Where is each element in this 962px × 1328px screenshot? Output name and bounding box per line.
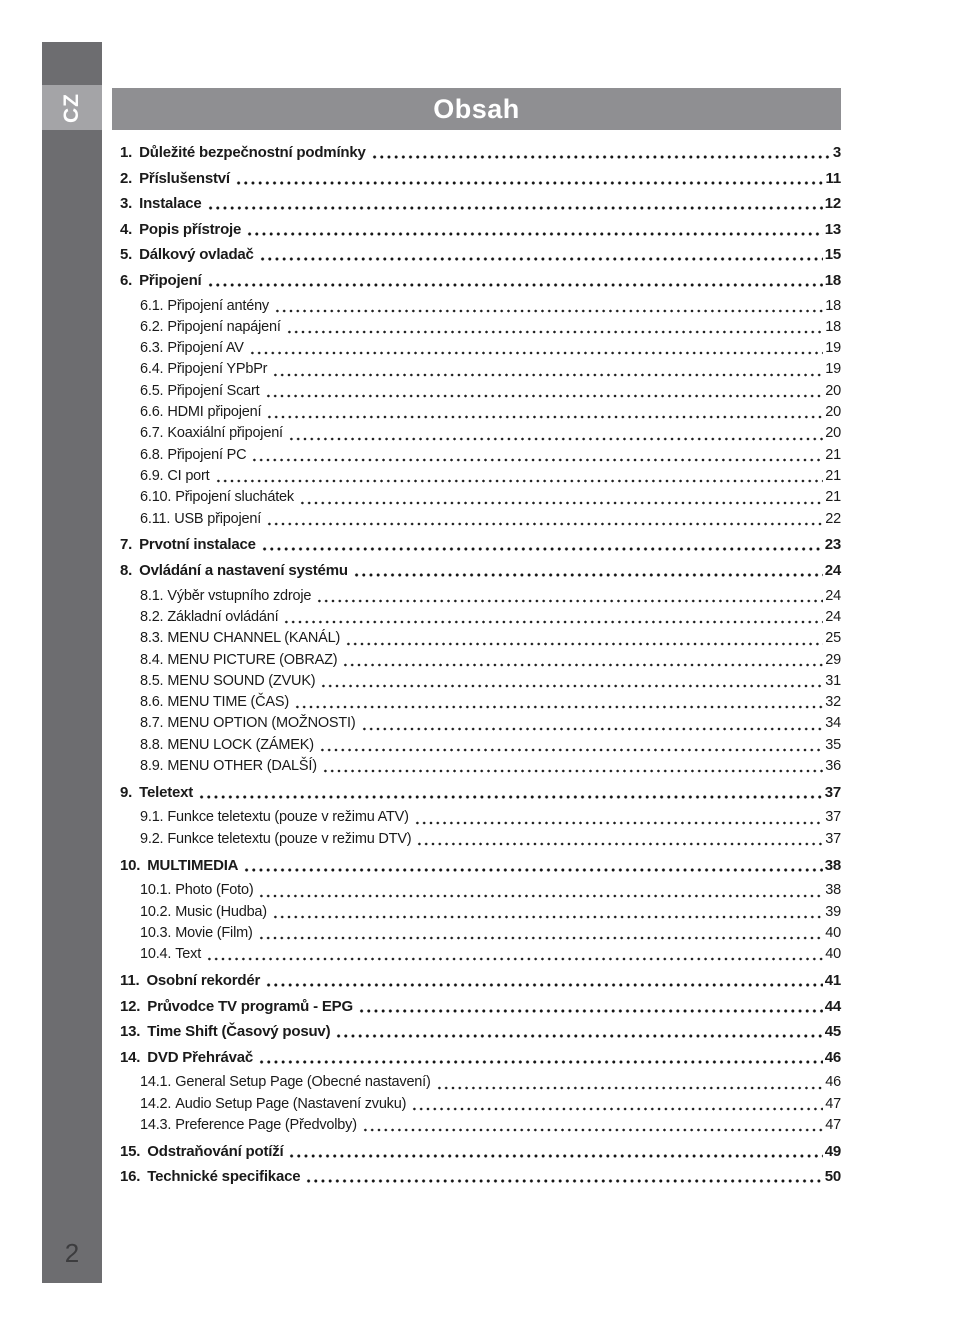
toc-entry bbox=[112, 586, 841, 607]
toc-entry bbox=[112, 782, 841, 803]
toc-leader-dots bbox=[283, 619, 823, 625]
toc-entry-number: 8.2. bbox=[140, 608, 164, 625]
toc-entry-number: 13. bbox=[120, 1023, 141, 1041]
toc-leader-dots bbox=[258, 935, 824, 941]
toc-entry-page: 3 bbox=[832, 144, 841, 161]
toc-entry-title: Příslušenství bbox=[139, 169, 230, 187]
toc-list bbox=[112, 142, 841, 1187]
toc-entry-title: Time Shift (Časový posuv) bbox=[147, 1023, 331, 1041]
toc-entry-page: 39 bbox=[825, 903, 841, 920]
toc-entry bbox=[112, 756, 841, 777]
toc-leader-dots bbox=[265, 982, 823, 988]
toc-entry-page: 23 bbox=[824, 536, 841, 554]
toc-entry-title: MENU PICTURE (OBRAZ) bbox=[167, 651, 338, 668]
toc-entry-title: Připojení AV bbox=[167, 340, 244, 357]
toc-entry-number: 6. bbox=[120, 271, 133, 289]
toc-entry bbox=[112, 880, 841, 901]
toc-entry bbox=[112, 381, 841, 402]
toc-leader-dots bbox=[299, 500, 823, 506]
language-tab bbox=[42, 85, 102, 130]
toc-entry-title: Ovládání a nastavení systému bbox=[139, 562, 348, 580]
toc-entry-title: MENU SOUND (ZVUK) bbox=[167, 672, 316, 689]
toc-leader-dots bbox=[258, 893, 823, 899]
toc-entry-title: MENU CHANNEL (KANÁL) bbox=[167, 630, 341, 647]
toc-entry-page: 20 bbox=[825, 425, 841, 442]
toc-entry-number: 10.3. bbox=[140, 924, 172, 941]
page-number: 2 bbox=[64, 1238, 80, 1268]
toc-entry-page: 18 bbox=[825, 297, 841, 314]
toc-leader-dots bbox=[258, 1059, 823, 1065]
toc-leader-dots bbox=[274, 308, 823, 314]
toc-entry-page: 47 bbox=[825, 1117, 841, 1133]
toc-entry bbox=[112, 902, 841, 923]
toc-leader-dots bbox=[316, 598, 823, 604]
toc-entry bbox=[112, 1094, 841, 1115]
toc-leader-dots bbox=[411, 1106, 823, 1112]
toc-entry-title: Text bbox=[175, 946, 202, 963]
toc-entry-page: 20 bbox=[825, 382, 841, 399]
toc-leader-dots bbox=[335, 1033, 822, 1039]
toc-leader-dots bbox=[286, 329, 824, 335]
toc-entry bbox=[112, 219, 841, 240]
toc-entry bbox=[112, 193, 841, 214]
toc-entry-page: 24 bbox=[825, 608, 841, 625]
toc-entry-number: 16. bbox=[120, 1168, 141, 1186]
toc-entry-title: Funkce teletextu (pouze v režimu DTV) bbox=[167, 830, 412, 847]
toc-entry-number: 14.1. bbox=[140, 1074, 172, 1091]
toc-entry-number: 10.2. bbox=[140, 903, 172, 920]
toc-entry bbox=[112, 650, 841, 671]
toc-entry-number: 6.10. bbox=[140, 489, 172, 506]
toc-leader-dots bbox=[266, 414, 823, 420]
toc-entry-page: 35 bbox=[825, 736, 841, 753]
toc-entry bbox=[112, 445, 841, 466]
toc-entry-number: 15. bbox=[120, 1142, 141, 1160]
toc-entry bbox=[112, 402, 841, 423]
toc-entry-page: 38 bbox=[824, 856, 841, 874]
toc-entry-number: 14.3. bbox=[140, 1117, 172, 1133]
toc-entry-title: Připojení bbox=[139, 271, 202, 289]
toc-entry-title: Audio Setup Page (Nastavení zvuku) bbox=[175, 1095, 407, 1112]
toc-entry-number: 4. bbox=[120, 220, 133, 238]
toc-entry bbox=[112, 970, 841, 991]
toc-entry-page: 18 bbox=[825, 318, 841, 335]
toc-leader-dots bbox=[322, 768, 823, 774]
toc-entry-page: 15 bbox=[824, 246, 841, 264]
toc-entry-number: 6.3. bbox=[140, 340, 164, 357]
toc-entry-page: 20 bbox=[825, 404, 841, 421]
toc-entry-page: 45 bbox=[824, 1023, 841, 1041]
toc-entry-number: 14.2. bbox=[140, 1095, 172, 1112]
toc-entry-page: 44 bbox=[824, 997, 841, 1015]
toc-entry-page: 40 bbox=[825, 946, 841, 963]
toc-entry bbox=[112, 509, 841, 530]
toc-entry-title: Technické specifikace bbox=[147, 1168, 301, 1186]
toc-entry-page: 31 bbox=[825, 672, 841, 689]
toc-entry-title: Připojení Scart bbox=[167, 382, 260, 399]
toc-entry-number: 11. bbox=[120, 972, 140, 990]
toc-entry bbox=[112, 359, 841, 380]
toc-entry bbox=[112, 692, 841, 713]
toc-entry bbox=[112, 1115, 841, 1136]
toc-entry-page: 12 bbox=[824, 195, 841, 213]
toc-entry-title: Průvodce TV programů - EPG bbox=[147, 997, 353, 1015]
toc-entry-title: Photo (Foto) bbox=[175, 882, 254, 899]
toc-entry-title: MENU TIME (ČAS) bbox=[167, 694, 289, 711]
toc-entry-title: Osobní rekordér bbox=[146, 972, 261, 990]
toc-entry-page: 18 bbox=[824, 271, 841, 289]
toc-entry-title: Popis přístroje bbox=[139, 220, 242, 238]
toc-entry-title: Teletext bbox=[139, 783, 194, 801]
toc-leader-dots bbox=[243, 867, 822, 873]
toc-entry-page: 36 bbox=[825, 757, 841, 774]
toc-leader-dots bbox=[249, 350, 824, 356]
toc-entry-title: Připojení sluchátek bbox=[175, 489, 294, 506]
toc-entry-page: 46 bbox=[825, 1074, 841, 1091]
toc-leader-dots bbox=[288, 436, 823, 442]
toc-entry-number: 10. bbox=[120, 856, 141, 874]
toc-entry-number: 8.5. bbox=[140, 672, 164, 689]
toc-entry bbox=[112, 244, 841, 265]
toc-entry-number: 9.1. bbox=[140, 809, 164, 826]
toc-entry bbox=[112, 317, 841, 338]
toc-entry-page: 29 bbox=[825, 651, 841, 668]
toc-entry-number: 6.4. bbox=[140, 361, 164, 378]
toc-entry-number: 8.3. bbox=[140, 630, 164, 647]
toc-entry-title: MENU OTHER (DALŠÍ) bbox=[167, 757, 317, 774]
toc-leader-dots bbox=[261, 546, 823, 552]
toc-leader-dots bbox=[206, 956, 823, 962]
toc-entry-number: 3. bbox=[120, 195, 133, 213]
toc-entry-title: MENU LOCK (ZÁMEK) bbox=[167, 736, 314, 753]
toc-entry-title: Funkce teletextu (pouze v režimu ATV) bbox=[167, 809, 409, 826]
toc-entry-page: 46 bbox=[824, 1048, 841, 1066]
toc-entry bbox=[112, 735, 841, 756]
sidebar-strip bbox=[42, 42, 102, 1283]
toc-leader-dots bbox=[353, 572, 823, 578]
toc-leader-dots bbox=[416, 841, 823, 847]
toc-entry-number: 1. bbox=[120, 144, 133, 161]
toc-leader-dots bbox=[436, 1085, 824, 1091]
toc-entry-title: MENU OPTION (MOŽNOSTI) bbox=[167, 715, 356, 732]
toc-entry-number: 8.6. bbox=[140, 694, 164, 711]
toc-entry-page: 37 bbox=[825, 830, 841, 847]
toc-entry bbox=[112, 1021, 841, 1042]
toc-entry-title: Výběr vstupního zdroje bbox=[167, 587, 312, 604]
toc-leader-dots bbox=[294, 704, 823, 710]
toc-entry-title: Připojení PC bbox=[167, 446, 247, 463]
toc-entry-title: Důležité bezpečnostní podmínky bbox=[139, 144, 366, 161]
toc-leader-dots bbox=[319, 747, 823, 753]
toc-leader-dots bbox=[305, 1178, 822, 1184]
toc-entry-number: 8.9. bbox=[140, 757, 164, 774]
toc-entry-number: 6.1. bbox=[140, 297, 164, 314]
toc-entry-number: 6.8. bbox=[140, 446, 164, 463]
language-tab-label: CZ bbox=[60, 92, 83, 123]
toc-entry-number: 8.4. bbox=[140, 651, 164, 668]
toc-entry bbox=[112, 713, 841, 734]
toc-entry-page: 37 bbox=[824, 783, 841, 801]
toc-entry-number: 6.5. bbox=[140, 382, 164, 399]
toc-leader-dots bbox=[272, 914, 823, 920]
toc-entry-page: 41 bbox=[824, 972, 841, 990]
toc-entry-title: Připojení YPbPr bbox=[167, 361, 268, 378]
toc-leader-dots bbox=[207, 282, 823, 288]
toc-entry bbox=[112, 142, 841, 163]
toc-leader-dots bbox=[235, 180, 824, 186]
toc-leader-dots bbox=[414, 820, 824, 826]
toc-entry bbox=[112, 560, 841, 581]
toc-leader-dots bbox=[215, 478, 824, 484]
toc-leader-dots bbox=[345, 641, 823, 647]
toc-entry-page: 25 bbox=[825, 630, 841, 647]
toc-entry bbox=[112, 423, 841, 444]
toc-entry bbox=[112, 607, 841, 628]
toc-entry bbox=[112, 534, 841, 555]
toc-entry-page: 37 bbox=[825, 809, 841, 826]
toc-entry-title: Preference Page (Předvolby) bbox=[175, 1117, 357, 1133]
toc-entry-page: 19 bbox=[825, 340, 841, 357]
toc-entry-title: Základní ovládání bbox=[167, 608, 279, 625]
toc-entry-page: 21 bbox=[825, 489, 841, 506]
toc-entry-page: 34 bbox=[825, 715, 841, 732]
toc-entry-page: 24 bbox=[824, 562, 841, 580]
toc-leader-dots bbox=[198, 794, 823, 800]
toc-leader-dots bbox=[265, 393, 824, 399]
toc-entry-title: Koaxiální připojení bbox=[167, 425, 283, 442]
toc-entry-number: 10.4. bbox=[140, 946, 172, 963]
toc-entry-title: Music (Hudba) bbox=[175, 903, 267, 920]
toc-entry-number: 14. bbox=[120, 1048, 141, 1066]
toc-entry-number: 6.9. bbox=[140, 467, 164, 484]
toc-entry-title: DVD Přehrávač bbox=[147, 1048, 254, 1066]
toc-entry-title: Prvotní instalace bbox=[139, 536, 256, 554]
toc-entry-page: 32 bbox=[825, 694, 841, 711]
page-title: Obsah bbox=[433, 93, 520, 124]
toc-entry bbox=[112, 270, 841, 291]
toc-leader-dots bbox=[362, 1127, 823, 1133]
toc-entry-page: 24 bbox=[825, 587, 841, 604]
toc-entry bbox=[112, 466, 841, 487]
toc-entry-title: General Setup Page (Obecné nastavení) bbox=[175, 1074, 431, 1091]
toc-leader-dots bbox=[251, 457, 823, 463]
content-area bbox=[112, 88, 841, 1192]
toc-entry-number: 9.2. bbox=[140, 830, 164, 847]
toc-entry-title: MULTIMEDIA bbox=[147, 856, 239, 874]
toc-entry-number: 6.6. bbox=[140, 404, 164, 421]
toc-entry-title: Dálkový ovladač bbox=[139, 246, 254, 264]
toc-entry-number: 12. bbox=[120, 997, 141, 1015]
toc-leader-dots bbox=[361, 726, 824, 732]
toc-leader-dots bbox=[320, 683, 823, 689]
toc-entry bbox=[112, 671, 841, 692]
toc-entry bbox=[112, 996, 841, 1017]
toc-entry bbox=[112, 1141, 841, 1162]
toc-entry bbox=[112, 168, 841, 189]
toc-entry bbox=[112, 628, 841, 649]
toc-entry-title: Movie (Film) bbox=[175, 924, 253, 941]
toc-leader-dots bbox=[246, 231, 823, 237]
toc-leader-dots bbox=[266, 521, 823, 527]
toc-entry-page: 40 bbox=[825, 924, 841, 941]
toc-leader-dots bbox=[207, 205, 823, 211]
toc-entry-title: Připojení antény bbox=[167, 297, 269, 314]
toc-leader-dots bbox=[288, 1153, 822, 1159]
toc-entry bbox=[112, 338, 841, 359]
toc-entry-number: 6.7. bbox=[140, 425, 164, 442]
toc-entry-page: 21 bbox=[825, 467, 841, 484]
toc-entry-number: 6.2. bbox=[140, 318, 164, 335]
toc-entry bbox=[112, 1072, 841, 1093]
toc-entry-number: 10.1. bbox=[140, 882, 172, 899]
toc-entry-title: Odstraňování potíží bbox=[147, 1142, 284, 1160]
toc-entry-page: 21 bbox=[825, 446, 841, 463]
toc-entry-page: 19 bbox=[825, 361, 841, 378]
toc-entry-number: 8.8. bbox=[140, 736, 164, 753]
toc-leader-dots bbox=[272, 372, 823, 378]
toc-entry-page: 22 bbox=[825, 510, 841, 527]
toc-entry-number: 5. bbox=[120, 246, 133, 264]
toc-entry-number: 7. bbox=[120, 536, 133, 554]
toc-leader-dots bbox=[259, 256, 823, 262]
toc-entry-title: HDMI připojení bbox=[167, 404, 262, 421]
toc-entry-title: Připojení napájení bbox=[167, 318, 281, 335]
header-bar bbox=[112, 88, 841, 130]
toc-entry-title: USB připojení bbox=[174, 510, 262, 527]
toc-entry bbox=[112, 1047, 841, 1068]
toc-entry-number: 2. bbox=[120, 169, 133, 187]
toc-entry-title: Instalace bbox=[139, 195, 202, 213]
toc-entry bbox=[112, 296, 841, 317]
toc-entry bbox=[112, 923, 841, 944]
toc-entry bbox=[112, 855, 841, 876]
toc-leader-dots bbox=[342, 662, 823, 668]
toc-entry-page: 13 bbox=[824, 220, 841, 238]
toc-entry bbox=[112, 807, 841, 828]
toc-leader-dots bbox=[371, 154, 831, 160]
toc-entry-page: 49 bbox=[824, 1142, 841, 1160]
toc-entry-number: 8.7. bbox=[140, 715, 164, 732]
toc-entry-page: 47 bbox=[825, 1095, 841, 1112]
toc-entry-number: 6.11. bbox=[140, 510, 171, 527]
toc-entry bbox=[112, 829, 841, 850]
toc-entry bbox=[112, 487, 841, 508]
toc-entry-page: 38 bbox=[825, 882, 841, 899]
toc-entry-page: 50 bbox=[824, 1168, 841, 1186]
toc-entry bbox=[112, 1166, 841, 1187]
toc-entry-title: CI port bbox=[167, 467, 210, 484]
toc-entry-number: 9. bbox=[120, 783, 133, 801]
toc-entry-number: 8. bbox=[120, 562, 133, 580]
toc-leader-dots bbox=[358, 1008, 823, 1014]
toc-entry-page: 11 bbox=[825, 169, 841, 187]
toc-entry-number: 8.1. bbox=[140, 587, 164, 604]
toc-entry bbox=[112, 944, 841, 965]
